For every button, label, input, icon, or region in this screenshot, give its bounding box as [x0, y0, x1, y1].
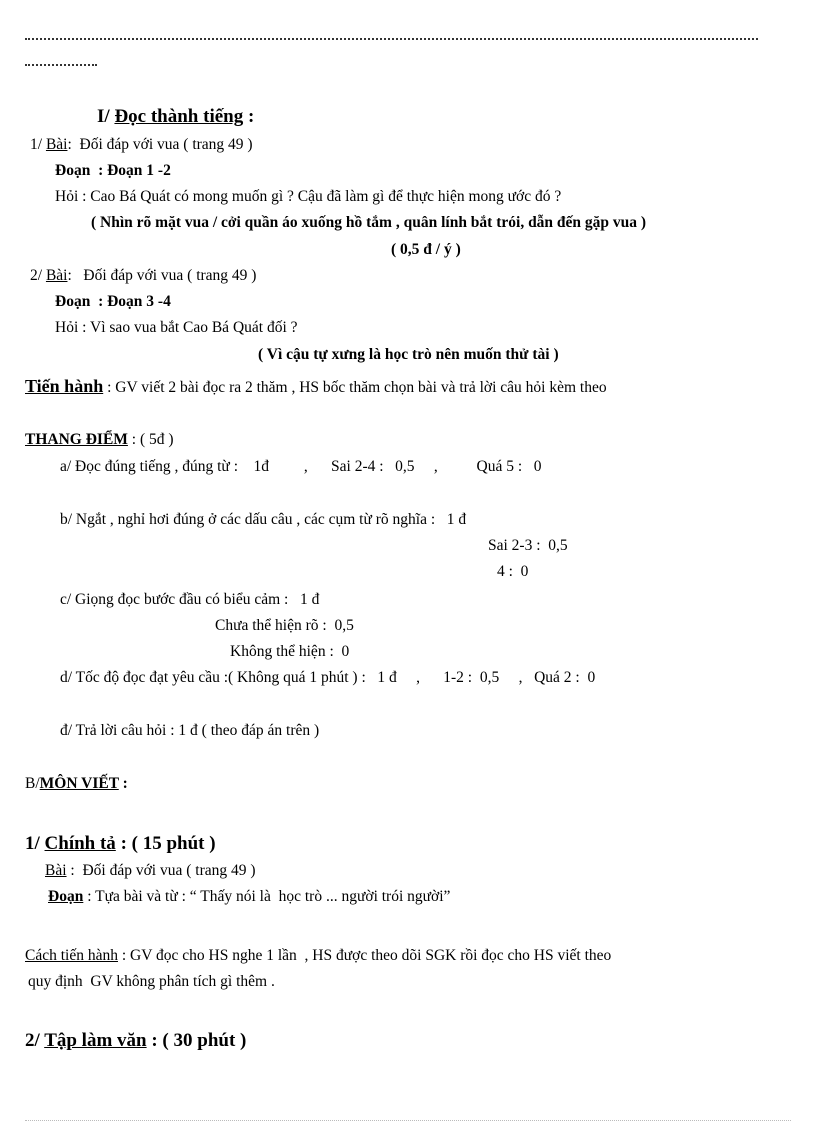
answer-line-bottom: [25, 1120, 791, 1121]
q2-hoi: Hỏi : Vì sao vua bắt Cao Bá Quát đối ?: [55, 319, 298, 336]
method-line-1: Cách tiến hành : GV đọc cho HS nghe 1 lần , HS được theo dõi SGK rồi đọc cho HS viết theo: [25, 947, 612, 964]
answer-line-top: [25, 38, 758, 40]
grading-dd: đ/ Trả lời câu hỏi : 1 đ ( theo đáp án trên ): [60, 722, 320, 739]
q1-hoi: Hỏi : Cao Bá Quát có mong muốn gì ? Cậu đã làm gì để thực hiện mong ước đó ?: [55, 188, 562, 205]
dictation-bai: Bài : Đối đáp với vua ( trang 49 ): [45, 862, 256, 879]
grading-c-chua: Chưa thể hiện rõ : 0,5: [215, 617, 354, 634]
grading-d: d/ Tốc độ đọc đạt yêu cầu :( Không quá 1 phút ) : 1 đ , 1-2 : 0,5 , Quá 2 : 0: [60, 669, 596, 686]
q1-answer: ( Nhìn rõ mặt vua / cởi quần áo xuống hồ tắm , quân lính bắt trói, dẫn đến gặp vua ): [91, 214, 647, 231]
q2-answer: ( Vì cậu tự xưng là học trò nên muốn thử tài ): [258, 346, 559, 363]
grading-b-four: 4 : 0: [497, 563, 529, 580]
procedure-line: Tiến hành : GV viết 2 bài đọc ra 2 thăm , HS bốc thăm chọn bài và trả lời câu hỏi kèm theo: [25, 376, 607, 396]
q2-bai: 2/ Bài: Đối đáp với vua ( trang 49 ): [30, 267, 257, 284]
q1-points: ( 0,5 đ / ý ): [391, 241, 461, 258]
method-line-2: quy định GV không phân tích gì thêm .: [28, 973, 275, 990]
part-b-heading: B/MÔN VIẾT :: [25, 775, 128, 792]
grading-a: a/ Đọc đúng tiếng , đúng từ : 1đ , Sai 2-4 : 0,5 , Quá 5 : 0: [60, 458, 542, 475]
grading-c: c/ Giọng đọc bước đầu có biểu cảm : 1 đ: [60, 591, 320, 608]
q2-doan: Đoạn : Đoạn 3 -4: [55, 293, 171, 310]
grading-b: b/ Ngắt , nghỉ hơi đúng ở các dấu câu , các cụm từ rõ nghĩa : 1 đ: [60, 511, 467, 528]
part-a-heading: I/ Đọc thành tiếng :: [97, 106, 255, 127]
answer-line-short: [25, 64, 97, 66]
dictation-doan: Đoạn : Tựa bài và từ : “ Thấy nói là học trò ... người trói người”: [48, 888, 451, 905]
dictation-heading: 1/ Chính tả : ( 15 phút ): [25, 833, 216, 854]
grading-heading: THANG ĐIỂM : ( 5đ ): [25, 431, 174, 448]
essay-heading: 2/ Tập làm văn : ( 30 phút ): [25, 1030, 247, 1051]
grading-c-khong: Không thể hiện : 0: [230, 643, 350, 660]
grading-b-sai: Sai 2-3 : 0,5: [488, 537, 568, 554]
q1-bai: 1/ Bài: Đối đáp với vua ( trang 49 ): [30, 136, 253, 153]
q1-doan: Đoạn : Đoạn 1 -2: [55, 162, 171, 179]
